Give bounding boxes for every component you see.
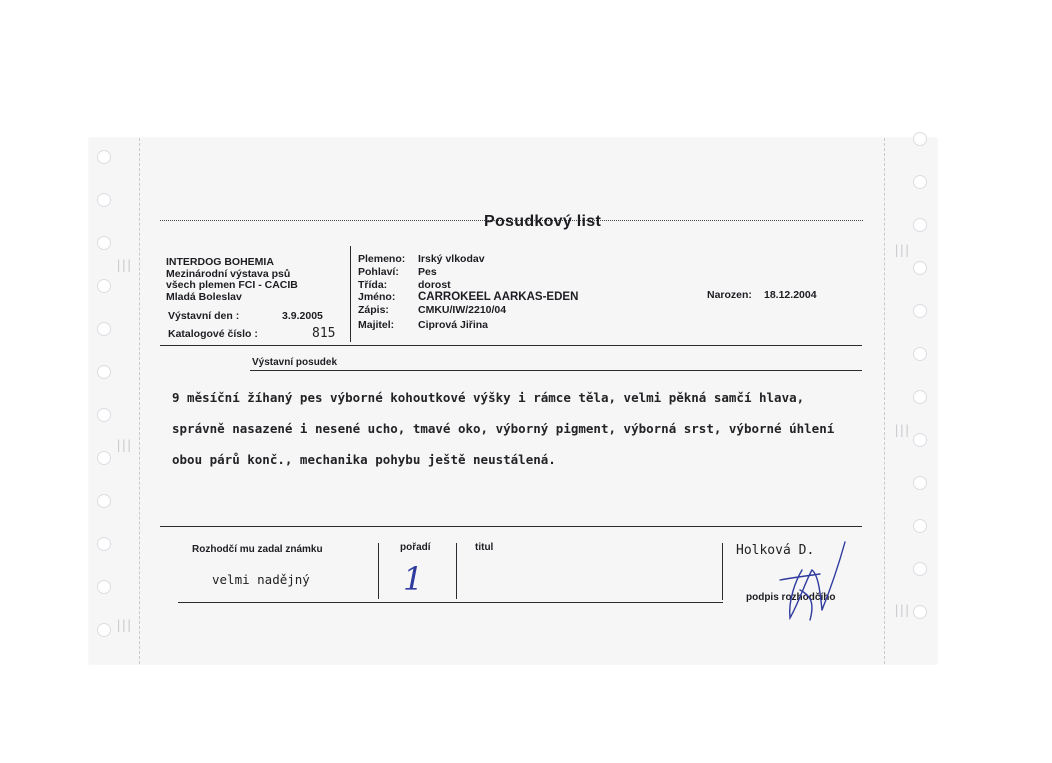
dog-field-values — [418, 253, 578, 332]
sex-value: Pes — [418, 265, 437, 278]
perforation-hole — [913, 605, 927, 619]
perforation-hole — [913, 175, 927, 189]
organization-line: Mladá Boleslav — [166, 290, 242, 303]
section-rule — [250, 370, 862, 371]
result-bottom-rule — [178, 602, 723, 603]
left-perforation-strip — [89, 138, 140, 664]
judge-name: Holková D. — [736, 543, 815, 558]
registration-label: Zápis: — [358, 304, 389, 317]
grade-value: velmi nadějný — [212, 572, 310, 587]
name-label: Jméno: — [358, 291, 396, 304]
born-label: Narozen: — [707, 289, 752, 301]
perforation-hole — [97, 193, 111, 207]
tick-mark-icon: ||| — [115, 258, 131, 272]
tick-mark-icon: ||| — [115, 618, 131, 632]
show-day-label: Výstavní den : — [168, 310, 240, 322]
tick-mark-icon: ||| — [893, 603, 909, 617]
result-separator — [456, 543, 457, 599]
sex-label: Pohlaví: — [358, 265, 399, 278]
page-title: Posudkový list — [484, 213, 602, 230]
catalog-number-label: Katalogové číslo : — [168, 328, 258, 340]
perforation-hole — [913, 433, 927, 447]
perforation-hole — [97, 236, 111, 250]
perforation-hole — [913, 347, 927, 361]
organization-line: INTERDOG BOHEMIA — [166, 256, 274, 268]
registration-value: CMKU/IW/2210/04 — [418, 304, 507, 317]
section-rule — [160, 345, 862, 346]
show-day-value: 3.9.2005 — [282, 310, 323, 322]
perforation-hole — [97, 451, 111, 465]
born-value: 18.12.2004 — [764, 289, 817, 301]
tick-mark-icon: ||| — [893, 423, 909, 437]
organization-block — [166, 257, 298, 303]
perforation-hole — [913, 519, 927, 533]
tick-mark-icon: ||| — [115, 438, 131, 452]
result-separator — [722, 543, 723, 600]
info-separator — [350, 246, 351, 342]
order-label: pořadí — [400, 542, 431, 553]
breed-label: Plemeno: — [358, 253, 406, 265]
class-value: dorost — [418, 278, 451, 291]
perforation-hole — [913, 132, 927, 146]
tick-mark-icon: ||| — [893, 243, 909, 257]
grade-label: Rozhodčí mu zadal známku — [192, 544, 323, 555]
owner-value: Ciprová Jiřina — [418, 318, 489, 331]
organization-line: Mezinárodní výstava psů — [166, 267, 291, 280]
perforation-hole — [913, 476, 927, 490]
section-rule — [160, 526, 862, 527]
catalog-number-value: 815 — [312, 326, 336, 341]
perforation-hole — [97, 322, 111, 336]
signature-icon — [760, 540, 860, 630]
perforation-hole — [913, 562, 927, 576]
owner-label: Majitel: — [358, 318, 395, 331]
perforation-hole — [913, 261, 927, 275]
evaluation-text: 9 měsíční žíhaný pes výborné kohoutkové výšky i rámce těla, velmi pěkná samčí hlava, správně nasazené i nesené ucho, tmavé oko, výborný pigment, výborná srst, výborné úhlení obou párů konč., mechanika pohybu ještě neustálená. — [172, 390, 835, 467]
signature-label: podpis rozhodčího — [746, 592, 836, 603]
perforation-hole — [97, 580, 111, 594]
perforation-hole — [97, 623, 111, 637]
perforation-hole — [913, 390, 927, 404]
name-value: CARROKEEL AARKAS-EDEN — [418, 291, 579, 304]
perforation-hole — [97, 365, 111, 379]
perforation-hole — [97, 150, 111, 164]
order-value: 1 — [403, 560, 424, 598]
right-perforation-strip — [884, 138, 937, 664]
title-label: titul — [475, 542, 494, 553]
perforation-hole — [97, 279, 111, 293]
result-separator — [378, 543, 379, 599]
perforation-hole — [913, 304, 927, 318]
perforation-hole — [913, 218, 927, 232]
organization-line: všech plemen FCI - CACIB — [166, 279, 298, 292]
evaluation-heading: Výstavní posudek — [252, 357, 338, 368]
perforation-hole — [97, 408, 111, 422]
dog-field-labels — [358, 253, 405, 332]
breed-value: Irský vlkodav — [418, 253, 485, 265]
class-label: Třída: — [358, 278, 388, 291]
perforation-hole — [97, 537, 111, 551]
perforation-hole — [97, 494, 111, 508]
